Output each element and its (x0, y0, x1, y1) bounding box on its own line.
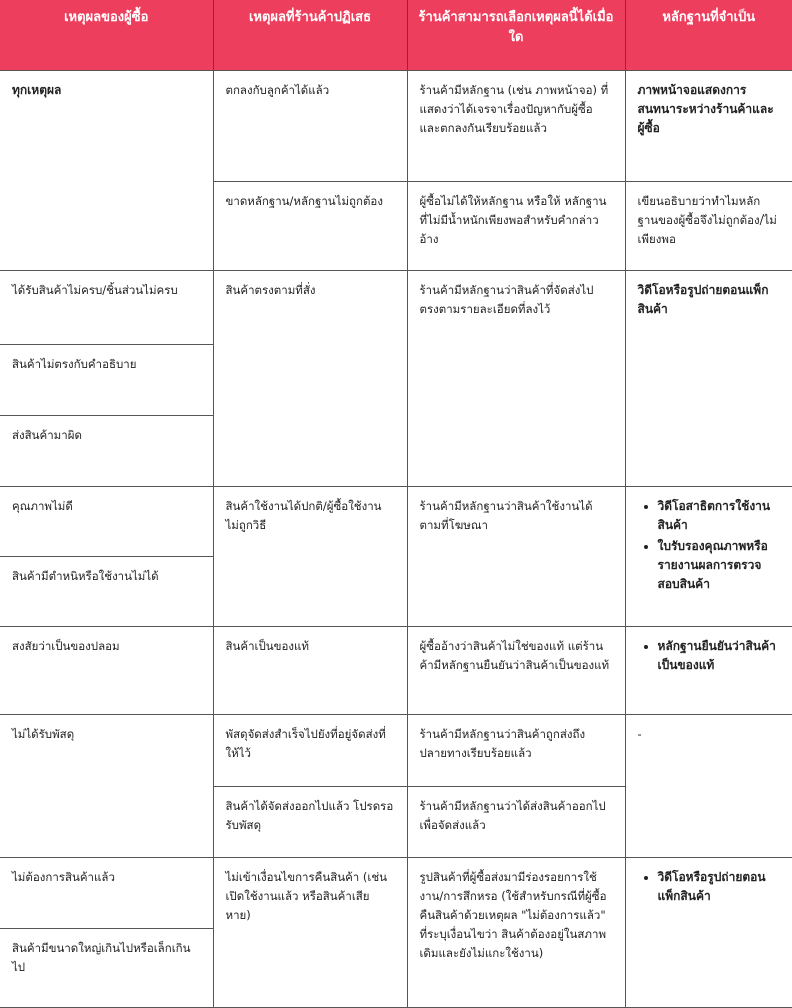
evidence-item: • วิดีโอสาธิตการใช้งานสินค้า (658, 497, 781, 535)
seller-reason-cell: สินค้าได้จัดส่งออกไปแล้ว โปรดรอรับพัสดุ (213, 786, 407, 857)
buyer-reason-cell: สินค้ามีตำหนิหรือใช้งานไม่ได้ (0, 556, 213, 626)
evidence-cell (625, 626, 792, 714)
evidence-list (638, 868, 781, 906)
evidence-item: • ใบรับรองคุณภาพหรือรายงานผลการตรวจสอบสินค้า (658, 537, 781, 594)
evidence-cell: ภาพหน้าจอแสดงการสนทนาระหว่างร้านค้าและผู้ซื้อ (625, 70, 792, 181)
when-cell: ผู้ซื้ออ้างว่าสินค้าไม่ใช่ของแท้ แต่ร้านค้ามีหลักฐานยืนยันว่าสินค้าเป็นของแท้ (407, 626, 625, 714)
header-row (0, 0, 792, 70)
seller-reason-cell: ขาดหลักฐาน/หลักฐานไม่ถูกต้อง (213, 181, 407, 270)
buyer-reason-cell: ไม่ได้รับพัสดุ (0, 714, 213, 857)
seller-reason-cell: ไม่เข้าเงื่อนไขการคืนสินค้า (เช่น เปิดใช้งานแล้ว หรือสินค้าเสียหาย) (213, 857, 407, 1007)
header-required-evidence: หลักฐานที่จำเป็น (625, 0, 792, 70)
when-cell: ร้านค้ามีหลักฐานว่าสินค้าถูกส่งถึงปลายทางเรียบร้อยแล้ว (407, 714, 625, 786)
evidence-cell: - (625, 714, 792, 857)
buyer-reason-cell: คุณภาพไม่ดี (0, 486, 213, 556)
table-row (0, 270, 792, 344)
buyer-reason-cell: ทุกเหตุผล (0, 70, 213, 270)
table-row (0, 486, 792, 556)
evidence-list (638, 497, 781, 594)
buyer-reason-cell: สงสัยว่าเป็นของปลอม (0, 626, 213, 714)
when-cell: ร้านค้ามีหลักฐาน (เช่น ภาพหน้าจอ) ที่แสดงว่าได้เจรจาเรื่องปัญหากับผู้ซื้อ และตกลงกันเรียบร้อยแล้ว (407, 70, 625, 181)
evidence-item: • วิดีโอหรือรูปถ่ายตอนแพ็กสินค้า (658, 868, 781, 906)
buyer-reason-cell: สินค้ามีขนาดใหญ่เกินไปหรือเล็กเกินไป (0, 928, 213, 1007)
seller-reason-cell: พัสดุจัดส่งสำเร็จไปยังที่อยู่จัดส่งที่ให้ไว้ (213, 714, 407, 786)
header-buyer-reason: เหตุผลของผู้ซื้อ (0, 0, 213, 70)
when-cell: ร้านค้ามีหลักฐานว่าได้ส่งสินค้าออกไปเพื่อจัดส่งแล้ว (407, 786, 625, 857)
when-cell: ผู้ซื้อไม่ได้ให้หลักฐาน หรือให้ หลักฐานที่ไม่มีน้ำหนักเพียงพอสำหรับคำกล่าวอ้าง (407, 181, 625, 270)
buyer-reason-cell: ส่งสินค้ามาผิด (0, 415, 213, 486)
buyer-reason-cell: สินค้าไม่ตรงกับคำอธิบาย (0, 344, 213, 415)
evidence-cell (625, 486, 792, 626)
evidence-cell (625, 857, 792, 1007)
evidence-cell: เขียนอธิบายว่าทำไมหลักฐานของผู้ซื้อจึงไม่ถูกต้อง/ไม่เพียงพอ (625, 181, 792, 270)
seller-reason-cell: ตกลงกับลูกค้าได้แล้ว (213, 70, 407, 181)
when-cell: ร้านค้ามีหลักฐานว่าสินค้าใช้งานได้ตามที่โฆษณา (407, 486, 625, 626)
buyer-reason-cell: ได้รับสินค้าไม่ครบ/ชิ้นส่วนไม่ครบ (0, 270, 213, 344)
seller-reason-cell: สินค้าตรงตามที่สั่ง (213, 270, 407, 486)
when-cell: รูปสินค้าที่ผู้ซื้อส่งมามีร่องรอยการใช้งาน/การสึกหรอ (ใช้สำหรับกรณีที่ผู้ซื้อคืนสินค้าด้วยเหตุผล "ไม่ต้องการแล้ว" ที่ระบุเงื่อนไขว่า สินค้าต้องอยู่ในสภาพเดิมและยังไม่แกะใช้งาน) (407, 857, 625, 1007)
seller-reason-cell: สินค้าเป็นของแท้ (213, 626, 407, 714)
when-cell: ร้านค้ามีหลักฐานว่าสินค้าที่จัดส่งไปตรงตามรายละเอียดที่ลงไว้ (407, 270, 625, 486)
evidence-list (638, 637, 781, 675)
table-row (0, 714, 792, 786)
evidence-cell: วิดีโอหรือรูปถ่ายตอนแพ็กสินค้า (625, 270, 792, 486)
table-row (0, 70, 792, 181)
buyer-reason-cell: ไม่ต้องการสินค้าแล้ว (0, 857, 213, 928)
header-when-applicable: ร้านค้าสามารถเลือกเหตุผลนี้ได้เมื่อใด (407, 0, 625, 70)
table-row (0, 857, 792, 928)
table-row (0, 626, 792, 714)
evidence-item: • หลักฐานยืนยันว่าสินค้าเป็นของแท้ (658, 637, 781, 675)
header-seller-reason: เหตุผลที่ร้านค้าปฏิเสธ (213, 0, 407, 70)
seller-reason-cell: สินค้าใช้งานได้ปกติ/ผู้ซื้อใช้งานไม่ถูกวิธี (213, 486, 407, 626)
